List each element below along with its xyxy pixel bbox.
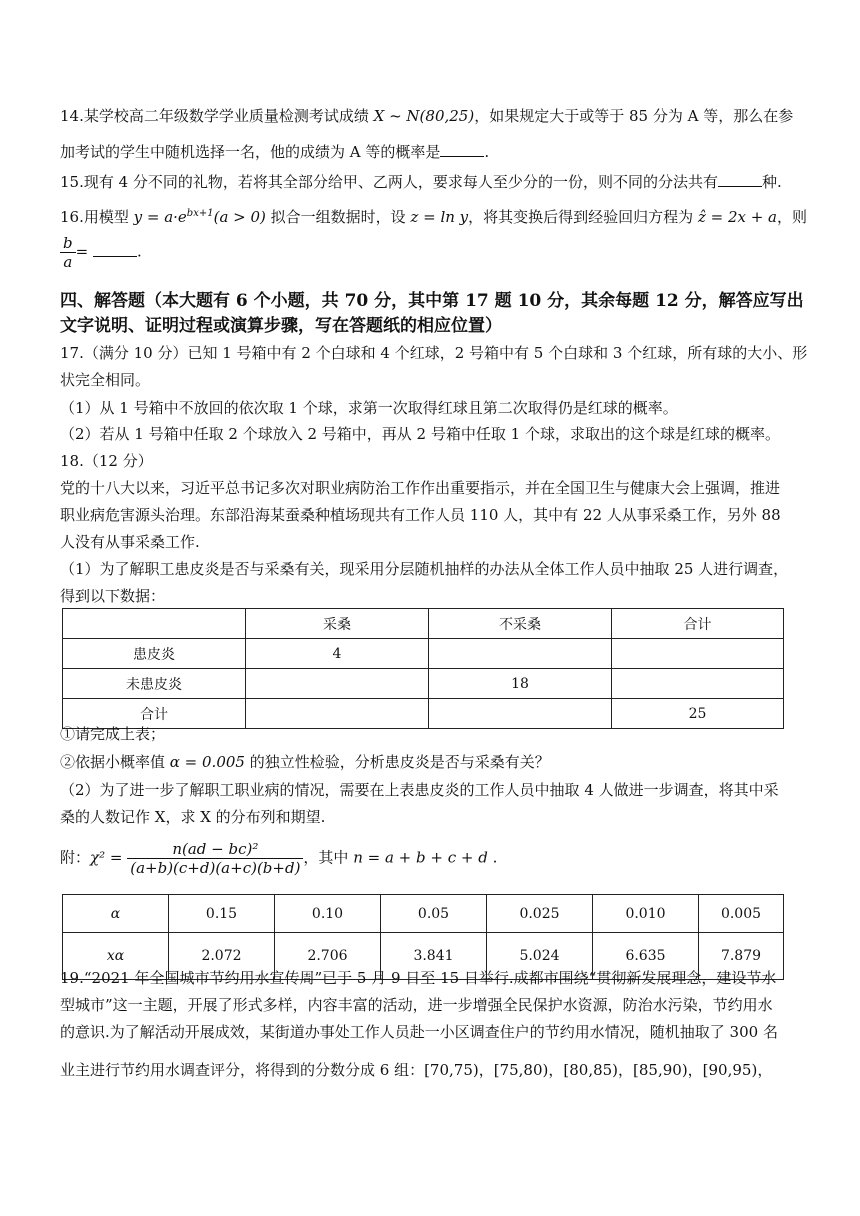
q16-line1: 16.用模型 $y = a\cdot e^{bx+1}(a > 0)$ 拟合一组数据时，设 z = ln y，将其变换后得到经验回归方程为 ẑ = 2x + a，则 bbox=[60, 208, 808, 226]
q18-part2a: （2）为了进一步了解职工职业病的情况，需要在上表患皮炎的工作人员中抽取 4 人做进一步调查，将其中采 bbox=[60, 781, 779, 799]
q18-part1b: 得到以下数据： bbox=[60, 587, 166, 605]
q18-line1: 党的十八大以来，习近平总书记多次对职业病防治工作作出重要指示，并在全国卫生与健康大会上强调，推进 bbox=[60, 479, 781, 497]
q14-line2: 加考试的学生中随机选择一名，他的成绩为 A 等的概率是 . bbox=[60, 143, 490, 161]
q18-part1a: （1）为了解职工患皮炎是否与采桑有关，现采用分层随机抽样的办法从全体工作人员中抽取 25 人进行调查， bbox=[60, 560, 789, 578]
q18-part2b: 桑的人数记作 X，求 X 的分布列和期望. bbox=[60, 808, 326, 826]
table-row: 患皮炎 4 bbox=[63, 639, 784, 669]
q18-step2: ②依据小概率值 α = 0.005 的独立性检验，分析患皮炎是否与采桑有关？ bbox=[60, 753, 550, 771]
q17-line2: 状完全相同。 bbox=[60, 371, 151, 389]
section-4-title: 四、解答题（本大题有 6 个小题，共 70 分，其中第 17 题 10 分，其余每题 12 分，解答应写出 bbox=[60, 291, 804, 311]
q16-line2: $\frac{b}{a}$ = . bbox=[60, 234, 142, 271]
contingency-table bbox=[62, 608, 784, 729]
q15: 15.现有 4 分不同的礼物，若将其全部分给甲、乙两人，要求每人至少分的一份，则不同的分法共有 种. bbox=[60, 173, 782, 191]
q18-head: 18.（12 分） bbox=[60, 452, 153, 470]
q19-line2: 型城市”这一主题，开展了形式多样，内容丰富的活动，进一步增强全民保护水资源，防治水污染，节约用水 bbox=[60, 996, 773, 1014]
table-row: xα 2.072 2.706 3.841 5.024 6.635 7.879 bbox=[63, 933, 784, 980]
q19-line3: 的意识.为了解活动开展成效，某街道办事处工作人员赴一小区调查住户的节约用水情况，随机抽取了 300 名 bbox=[60, 1023, 778, 1041]
table-header-row: 采桑 不采桑 合计 bbox=[63, 609, 784, 639]
q14-line1: 14.某学校高二年级数学学业质量检测考试成绩 X ~ N(80,25)，如果规定大于或等于 85 分为 A 等，那么在参 bbox=[60, 107, 794, 125]
answer-blank bbox=[440, 142, 484, 157]
chi-square-formula: 附：χ² = $\frac{\text{n(ad − bc)²}}{(a+b)(c+d)(a+c)(b+d)}$ ，其中 n = a + b + c + d . bbox=[60, 840, 498, 877]
table-row: 合计 25 bbox=[63, 699, 784, 729]
answer-blank bbox=[718, 172, 762, 187]
q18-line2: 职业病危害源头治理。东部沿海某蚕桑种植场现共有工作人员 110 人，其中有 22 人从事采桑工作，另外 88 bbox=[60, 506, 781, 524]
fraction-b-over-a: $\frac{b}{a}$ bbox=[60, 234, 76, 271]
table-row: 未患皮炎 18 bbox=[63, 669, 784, 699]
answer-blank bbox=[93, 242, 137, 257]
q19-line4: 业主进行节约用水调查评分，将得到的分数分成 6 组：[70,75)，[75,80)，[80,85)，[85,90)，[90,95)， bbox=[60, 1061, 773, 1079]
table-row: α 0.15 0.10 0.05 0.025 0.010 0.005 bbox=[63, 895, 784, 933]
q19-line1: 19.“2021 年全国城市节约用水宣传周”已于 5 月 9 日至 15 日举行.成都市围绕“贯彻新发展理念，建设节水 bbox=[60, 969, 777, 987]
q17-part1: （1）从 1 号箱中不放回的依次取 1 个球，求第一次取得红球且第二次取得仍是红球的概率。 bbox=[60, 399, 678, 417]
q17-line1: 17.（满分 10 分）已知 1 号箱中有 2 个白球和 4 个红球，2 号箱中有 5 个白球和 3 个红球，所有球的大小、形 bbox=[60, 344, 808, 362]
q17-part2: （2）若从 1 号箱中任取 2 个球放入 2 号箱中，再从 2 号箱中任取 1 个球，求取出的这个球是红球的概率。 bbox=[60, 425, 780, 443]
q18-step1: ①请完成上表； bbox=[60, 725, 166, 743]
section-4-title-cont: 文字说明、证明过程或演算步骤，写在答题纸的相应位置） bbox=[60, 316, 502, 336]
q18-line3: 人没有从事采桑工作. bbox=[60, 533, 200, 551]
